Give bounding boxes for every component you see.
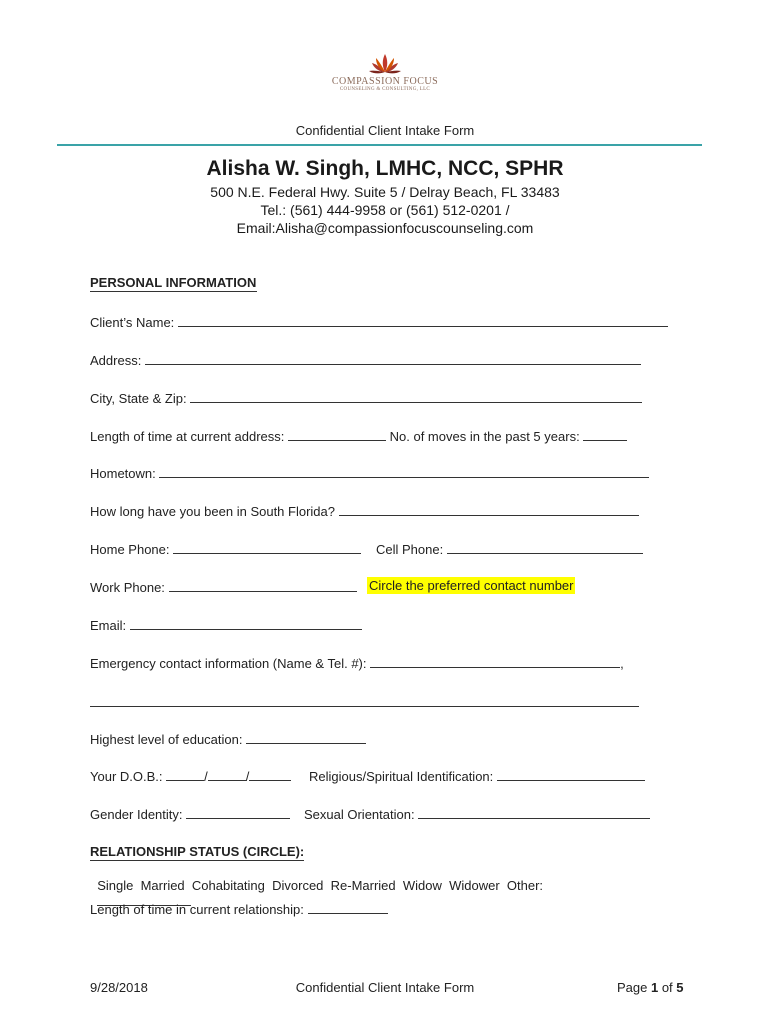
- address-field[interactable]: [145, 352, 641, 365]
- emergency-label: Emergency contact information (Name & Tel. #):: [90, 656, 367, 671]
- residence-row: [90, 428, 627, 444]
- dob-slash-1: /: [204, 769, 208, 784]
- email-row: [90, 617, 362, 633]
- emergency-comma: ,: [620, 656, 624, 671]
- city-state-zip-row: [90, 390, 642, 406]
- company-logo: [330, 52, 440, 92]
- cell-phone-field[interactable]: [447, 541, 643, 554]
- length-address-label: Length of time at current address:: [90, 429, 285, 444]
- page-total: 5: [676, 980, 684, 995]
- address-label: Address:: [90, 353, 142, 368]
- cell-phone-label: Cell Phone:: [376, 542, 444, 557]
- hometown-row: [90, 465, 649, 481]
- dob-month-field[interactable]: [166, 768, 204, 781]
- religious-label: Religious/Spiritual Identification:: [309, 769, 494, 784]
- orientation-row: [304, 806, 650, 822]
- emergency-field-line2[interactable]: [90, 706, 639, 707]
- emergency-field[interactable]: [370, 655, 620, 668]
- logo-name: COMPASSION FOCUS: [331, 76, 439, 87]
- education-row: [90, 731, 366, 747]
- orientation-field[interactable]: [418, 806, 650, 819]
- home-phone-label: Home Phone:: [90, 542, 170, 557]
- work-phone-label: Work Phone:: [90, 580, 165, 595]
- religious-field[interactable]: [497, 768, 645, 781]
- work-phone-row: [90, 579, 357, 595]
- header-divider: [57, 144, 702, 146]
- page-current: 1: [650, 980, 659, 995]
- gender-row: [90, 806, 290, 822]
- south-florida-row: [90, 503, 639, 519]
- dob-year-field[interactable]: [249, 768, 291, 781]
- gender-field[interactable]: [186, 806, 290, 819]
- city-state-zip-field[interactable]: [190, 390, 642, 403]
- gender-label: Gender Identity:: [90, 807, 183, 822]
- education-field[interactable]: [246, 731, 366, 744]
- provider-name: Alisha W. Singh, LMHC, NCC, SPHR: [206, 157, 564, 180]
- religious-row: [309, 768, 645, 784]
- length-address-field[interactable]: [288, 428, 386, 441]
- clients-name-label: Client’s Name:: [90, 315, 175, 330]
- page-prefix: Page: [617, 980, 651, 995]
- work-phone-field[interactable]: [169, 579, 357, 592]
- section-relationship-heading: RELATIONSHIP STATUS (CIRCLE):: [90, 844, 305, 859]
- provider-address: 500 N.E. Federal Hwy. Suite 5 / Delray Beach, FL 33483: [210, 184, 560, 200]
- dob-slash-2: /: [245, 769, 250, 784]
- south-florida-field[interactable]: [339, 503, 639, 516]
- lotus-icon: [368, 52, 402, 76]
- section-personal-heading: PERSONAL INFORMATION: [90, 275, 257, 290]
- provider-phone: Tel.: (561) 444-9958 or (561) 512-0201 /: [260, 202, 510, 218]
- relationship-length-row: [90, 901, 388, 917]
- orientation-label: Sexual Orientation:: [304, 807, 415, 822]
- circle-note: [367, 578, 575, 593]
- emergency-row: [90, 655, 624, 671]
- footer-title: Confidential Client Intake Form: [295, 980, 475, 995]
- circle-note-text: Circle the preferred contact number: [369, 578, 574, 593]
- relationship-options[interactable]: Single Married Cohabitating Divorced Re-Married Widow Widower Other:: [97, 878, 544, 893]
- header-title: Confidential Client Intake Form: [295, 123, 475, 138]
- hometown-label: Hometown:: [90, 466, 156, 481]
- moves-label: No. of moves in the past 5 years:: [389, 429, 580, 444]
- dob-label: Your D.O.B.:: [90, 769, 163, 784]
- hometown-field[interactable]: [159, 465, 649, 478]
- city-state-zip-label: City, State & Zip:: [90, 391, 187, 406]
- footer-page-number: [617, 980, 684, 995]
- cell-phone-row: [376, 541, 643, 557]
- relationship-length-label: Length of time in current relationship:: [90, 902, 304, 917]
- south-florida-label: How long have you been in South Florida?: [90, 504, 335, 519]
- page-of: of: [658, 980, 677, 995]
- dob-day-field[interactable]: [208, 768, 246, 781]
- moves-field[interactable]: [583, 428, 627, 441]
- relationship-length-field[interactable]: [308, 901, 388, 914]
- clients-name-row: [90, 314, 668, 330]
- education-label: Highest level of education:: [90, 732, 243, 747]
- home-phone-field[interactable]: [173, 541, 361, 554]
- logo-subtitle: COUNSELING & CONSULTING, LLC: [339, 87, 431, 92]
- footer-date: 9/28/2018: [90, 980, 148, 995]
- provider-email: Email:Alisha@compassionfocuscounseling.com: [236, 220, 534, 236]
- address-row: [90, 352, 641, 368]
- clients-name-field[interactable]: [178, 314, 668, 327]
- email-label: Email:: [90, 618, 127, 633]
- home-phone-row: [90, 541, 361, 557]
- email-field[interactable]: [130, 617, 362, 630]
- dob-row: [90, 768, 291, 784]
